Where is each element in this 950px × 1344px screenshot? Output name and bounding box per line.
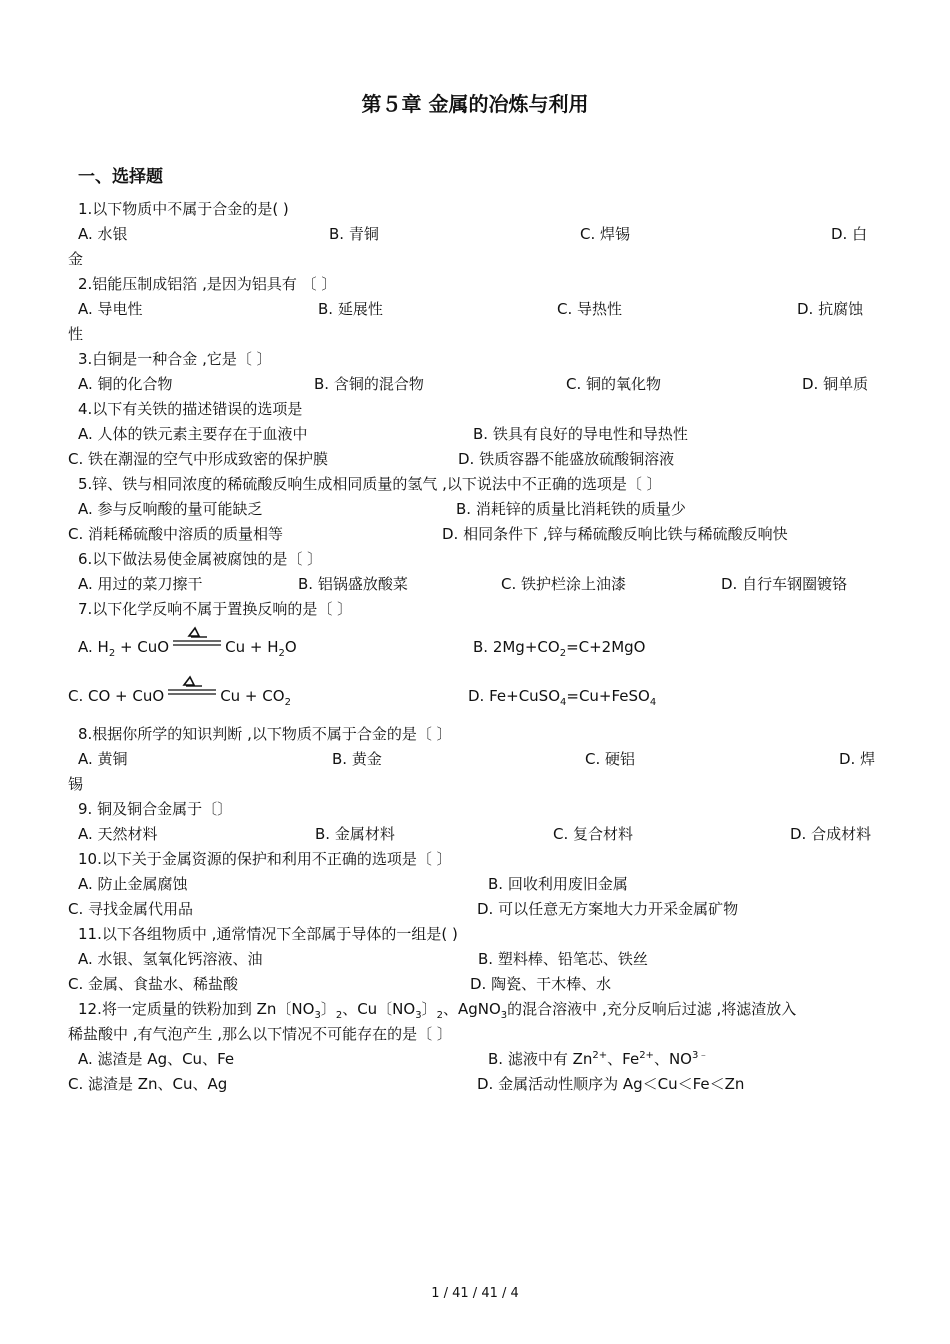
- page-title: 第５章 金属的冶炼与利用: [361, 92, 589, 116]
- question-2-option-d-wrap: 性: [68, 325, 84, 343]
- question-12-option-a: A. 滤渣是 Ag、Cu、Fe: [78, 1050, 235, 1068]
- question-3-option-b: B. 含铜的混合物: [314, 375, 424, 393]
- question-6-option-a: A. 用过的菜刀擦干: [78, 575, 203, 593]
- question-4-option-b: B. 铁具有良好的导电性和导热性: [473, 425, 688, 443]
- section-heading: 一、选择题: [78, 167, 163, 187]
- question-4-stem: 4.以下有关铁的描述错误的选项是: [78, 400, 303, 418]
- question-9-option-c: C. 复合材料: [553, 825, 634, 843]
- question-7-option-a: A. $H_2$ + CuO $Cu + H_2O$: [78, 637, 297, 658]
- question-8-option-b: B. 黄金: [332, 750, 382, 768]
- page-footer: 1 / 41 / 41 / 4: [431, 1286, 519, 1301]
- heat-arrow-icon: [166, 687, 218, 707]
- question-7-option-d: D. Fe+CuSO$_4$=Cu+FeSO$_4$: [468, 687, 657, 708]
- question-3-option-d: D. 铜单质: [802, 375, 869, 393]
- question-2-option-b: B. 延展性: [318, 300, 383, 318]
- question-2-stem: 2.铝能压制成铝箔 ,是因为铝具有 〔 〕: [78, 275, 337, 293]
- question-8-option-c: C. 硬铝: [585, 750, 636, 768]
- question-1-option-b: B. 青铜: [329, 225, 379, 243]
- question-10-option-d: D. 可以任意无方案地大力开采金属矿物: [477, 900, 739, 918]
- question-6-stem: 6.以下做法易使金属被腐蚀的是〔 〕: [78, 550, 323, 568]
- question-2-option-d: D. 抗腐蚀: [797, 300, 864, 318]
- question-9-stem: 9. 铜及铜合金属于〔〕: [78, 800, 233, 818]
- question-10-stem: 10.以下关于金属资源的保护和利用不正确的选项是〔 〕: [78, 850, 452, 868]
- question-11-option-d: D. 陶瓷、干木棒、水: [470, 975, 612, 993]
- question-8-option-d-wrap: 锡: [68, 775, 84, 793]
- question-6-option-c: C. 铁护栏涂上油漆: [501, 575, 627, 593]
- question-7-option-c: C. CO + CuO $Cu + CO_2$: [68, 686, 291, 707]
- question-1-option-c: C. 焊锡: [580, 225, 631, 243]
- question-1-option-d-wrap: 金: [68, 250, 84, 268]
- question-9-option-b: B. 金属材料: [315, 825, 395, 843]
- question-5-option-b: B. 消耗锌的质量比消耗铁的质量少: [456, 500, 686, 518]
- question-6-option-d: D. 自行车钢圈镀铬: [721, 575, 848, 593]
- question-2-option-c: C. 导热性: [557, 300, 623, 318]
- question-7-stem: 7.以下化学反响不属于置换反响的是〔 〕: [78, 600, 353, 618]
- question-4-option-d: D. 铁质容器不能盛放硫酸铜溶液: [458, 450, 675, 468]
- question-12-stem: 12.将一定质量的铁粉加到 Zn〔$NO_3$〕$_2$、Cu〔$NO_3$〕$_2$、AgNO$_3$的混合溶液中 ,充分反响后过滤 ,将滤渣放入: [78, 1000, 797, 1021]
- question-5-stem: 5.锌、铁与相同浓度的稀硫酸反响生成相同质量的氢气 ,以下说法中不正确的选项是〔 〕: [78, 475, 662, 493]
- question-6-option-b: B. 铝锅盛放酸菜: [298, 575, 408, 593]
- question-11-option-a: A. 水银、氢氧化钙溶液、油: [78, 950, 263, 968]
- question-2-option-a: A. 导电性: [78, 300, 143, 318]
- question-8-option-d: D. 焊: [839, 750, 876, 768]
- question-11-stem: 11.以下各组物质中 ,通常情况下全部属于导体的一组是( ): [78, 925, 458, 943]
- question-12-option-c: C. 滤渣是 Zn、Cu、Ag: [68, 1075, 228, 1093]
- question-7-option-b: B. $2Mg+CO_2=C+2MgO$: [473, 638, 646, 659]
- question-11-option-c: C. 金属、食盐水、稀盐酸: [68, 975, 239, 993]
- question-12-option-b: B. 滤液中有 $Zn^{2+}$、$Fe^{2+}$、$NO^{3﹣}$: [488, 1050, 709, 1068]
- question-5-option-d: D. 相同条件下 ,锌与稀硫酸反响比铁与稀硫酸反响快: [442, 525, 788, 543]
- question-5-option-c: C. 消耗稀硫酸中溶质的质量相等: [68, 525, 284, 543]
- question-12-option-d: D. 金属活动性顺序为 Ag＜Cu＜Fe＜Zn: [477, 1075, 745, 1093]
- question-10-option-a: A. 防止金属腐蚀: [78, 875, 188, 893]
- question-8-stem: 8.根据你所学的知识判断 ,以下物质不属于合金的是〔 〕: [78, 725, 452, 743]
- question-4-option-a: A. 人体的铁元素主要存在于血液中: [78, 425, 308, 443]
- question-4-option-c: C. 铁在潮湿的空气中形成致密的保护膜: [68, 450, 329, 468]
- question-9-option-a: A. 天然材料: [78, 825, 158, 843]
- question-1-option-a: A. 水银: [78, 225, 128, 243]
- question-5-option-a: A. 参与反响酸的量可能缺乏: [78, 500, 263, 518]
- question-1-stem: 1.以下物质中不属于合金的是( ): [78, 200, 289, 218]
- question-3-stem: 3.白铜是一种合金 ,它是〔 〕: [78, 350, 272, 368]
- question-3-option-a: A. 铜的化合物: [78, 375, 173, 393]
- question-10-option-b: B. 回收利用废旧金属: [488, 875, 628, 893]
- question-1-option-d: D. 白: [831, 225, 868, 243]
- question-9-option-d: D. 合成材料: [790, 825, 872, 843]
- question-12-stem-line2: 稀盐酸中 ,有气泡产生 ,那么以下情况不可能存在的是〔 〕: [68, 1025, 452, 1043]
- question-8-option-a: A. 黄铜: [78, 750, 128, 768]
- question-11-option-b: B. 塑料棒、铅笔芯、铁丝: [478, 950, 648, 968]
- question-3-option-c: C. 铜的氧化物: [566, 375, 662, 393]
- question-10-option-c: C. 寻找金属代用品: [68, 900, 194, 918]
- heat-arrow-icon: [171, 638, 223, 658]
